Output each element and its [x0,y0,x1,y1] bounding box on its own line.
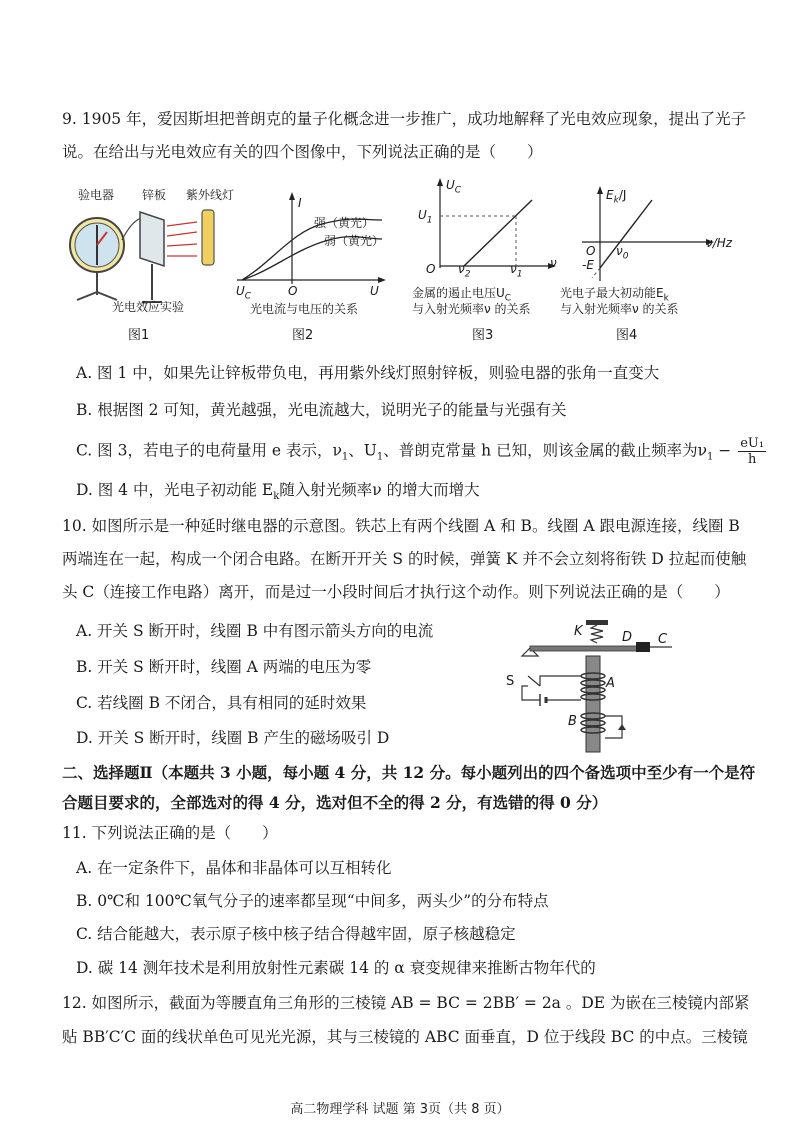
figure-3 [412,178,562,343]
fig3-v1-label: $\nu_1$ [510,262,523,280]
q11-option-a: A. 在一定条件下，晶体和非晶体可以互相转化 [76,859,392,877]
q12-stem-line2: 贴 BB′C′C 面的线状单色可见光光源，其与三棱镜的 ABC 面垂直，D 位于线段 BC 的中点。三棱镜 [62,1028,748,1046]
section2-header-line2: 合题目要求的，全部选对的得 4 分，选对但不全的得 2 分，有选错的得 0 分） [62,793,608,812]
page-footer: 高二物理学科 试题 第 3页（共 8 页） [290,1102,510,1117]
q10-option-b: B. 开关 S 断开时，线圈 A 两端的电压为零 [76,658,372,676]
relay-label-s: S [506,674,515,689]
q10-option-c: C. 若线圈 B 不闭合，具有相同的延时效果 [76,694,367,712]
figure-1 [62,182,252,343]
fig4-number: 图4 [616,328,638,343]
q11-option-b: B. 0℃和 100℃氧气分子的速率都呈现“中间多，两头少”的分布特点 [76,892,549,910]
fig1-label-uv-lamp: 紫外线灯 [186,188,235,202]
relay-drawing [500,616,680,756]
q9-option-b: B. 根据图 2 可知，黄光越强，光电流越大，说明光子的能量与光强有关 [76,401,567,419]
q11-option-d: D. 碳 14 测年技术是利用放射性元素碳 14 的 α 衰变规律来推断古物年代的 [76,959,596,977]
fig3-caption-line1: 金属的遏止电压$U_C$ [412,286,512,304]
fig4-v0-label: $\nu_0$ [616,244,629,262]
q9-option-c: C. 图 3，若电子的电荷量用 e 表示，$\nu_1$、$U_1$、普朗克常量 h 已知，则该金属的截止频率为$\nu_1$ − $\frac{\text{eU₁}}{h}$ [76,436,765,467]
q10-option-a: A. 开关 S 断开时，线圈 B 中有图示箭头方向的电流 [76,622,434,640]
fig4-y-label: $E_k/J$ [606,188,627,206]
fig4-x-label: ν/Hz [706,236,733,250]
fig3-number: 图3 [472,328,494,343]
fig3-x-label: ν [550,256,557,270]
q10-stem-line3: 头 C（连接工作电路）离开，而是过一小段时间后才执行这个动作。则下列说法正确的是（ ） [62,583,730,601]
fig1-label-electroscope: 验电器 [78,188,115,202]
fig2-x-label: U [370,284,379,298]
fig2-y-label: I [298,196,302,210]
section2-header-line1: 二、选择题Ⅱ（本题共 3 小题，每小题 4 分，共 12 分。每小题列出的四个备选项中至少有一个是符 [62,763,756,782]
fig2-caption: 光电流与电压的关系 [250,302,359,316]
q9-option-d: D. 图 4 中，光电子初动能 $E_k$随入射光频率ν 的增大而增大 [76,481,480,503]
fig1-number: 图1 [128,328,150,343]
fig2-origin: O [288,284,298,298]
fig4-caption-line2: 与入射光频率ν 的关系 [560,302,679,316]
fig3-caption-line2: 与入射光频率ν 的关系 [412,302,531,316]
q10-stem-line2: 两端连在一起，构成一个闭合电路。在断开开关 S 的时候，弹簧 K 并不会立刻将衔铁 D 拉起而使触 [62,550,747,568]
q12-stem-line1: 12. 如图所示，截面为等腰直角三角形的三棱镜 AB = BC = 2BB′ = 2a 。DE 为嵌在三棱镜内部紧 [62,994,750,1012]
fig3-origin: O [426,262,436,276]
relay-label-a: A [606,676,615,691]
relay-label-b: B [568,714,577,729]
figure-2 [232,192,397,343]
cutoff-frequency-fraction: $\frac{\text{eU₁}}{h}$ [740,436,765,467]
relay-label-c: C [658,632,668,647]
q9-option-a: A. 图 1 中，如果先让锌板带负电，再用紫外线灯照射锌板，则验电器的张角一直变大 [76,364,660,382]
fig2-number: 图2 [292,328,314,343]
q9-stem-line1: 9. 1905 年，爱因斯坦把普朗克的量子化概念进一步推广，成功地解释了光电效应现象，提出了光子 [62,110,747,128]
fig3-u1-label: $U_1$ [418,208,433,226]
fig4-neg-e-label: -E [582,258,594,272]
figure-4 [560,186,733,343]
fig2-weak-label: 弱（黄光） [324,234,385,248]
fig2-uc-label: $U_C$ [236,284,252,302]
fig4-caption-line1: 光电子最大初动能$E_k$ [560,286,669,304]
relay-label-k: K [574,624,583,639]
fig2-strong-label: 强（黄光） [314,216,375,230]
relay-label-d: D [622,630,633,645]
fig3-y-label: $U_C$ [446,178,462,196]
q10-option-d: D. 开关 S 断开时，线圈 B 产生的磁场吸引 D [76,729,390,747]
delay-relay-figure [500,616,680,756]
q11-option-c: C. 结合能越大，表示原子核中核子结合得越牢固，原子核越稳定 [76,925,516,943]
q10-stem-line1: 10. 如图所示是一种延时继电器的示意图。铁芯上有两个线圈 A 和 B。线圈 A 跟电源连接，线圈 B [62,517,740,535]
fig1-label-zinc: 锌板 [142,188,167,202]
fig1-caption: 光电效应实验 [112,300,185,314]
fig4-origin: O [586,244,596,258]
q9-stem-line2: 说。在给出与光电效应有关的四个图像中，下列说法正确的是（ ） [62,143,543,161]
fig3-v2-label: $\nu_2$ [458,262,471,280]
q11-stem: 11. 下列说法正确的是（ ） [62,824,278,842]
